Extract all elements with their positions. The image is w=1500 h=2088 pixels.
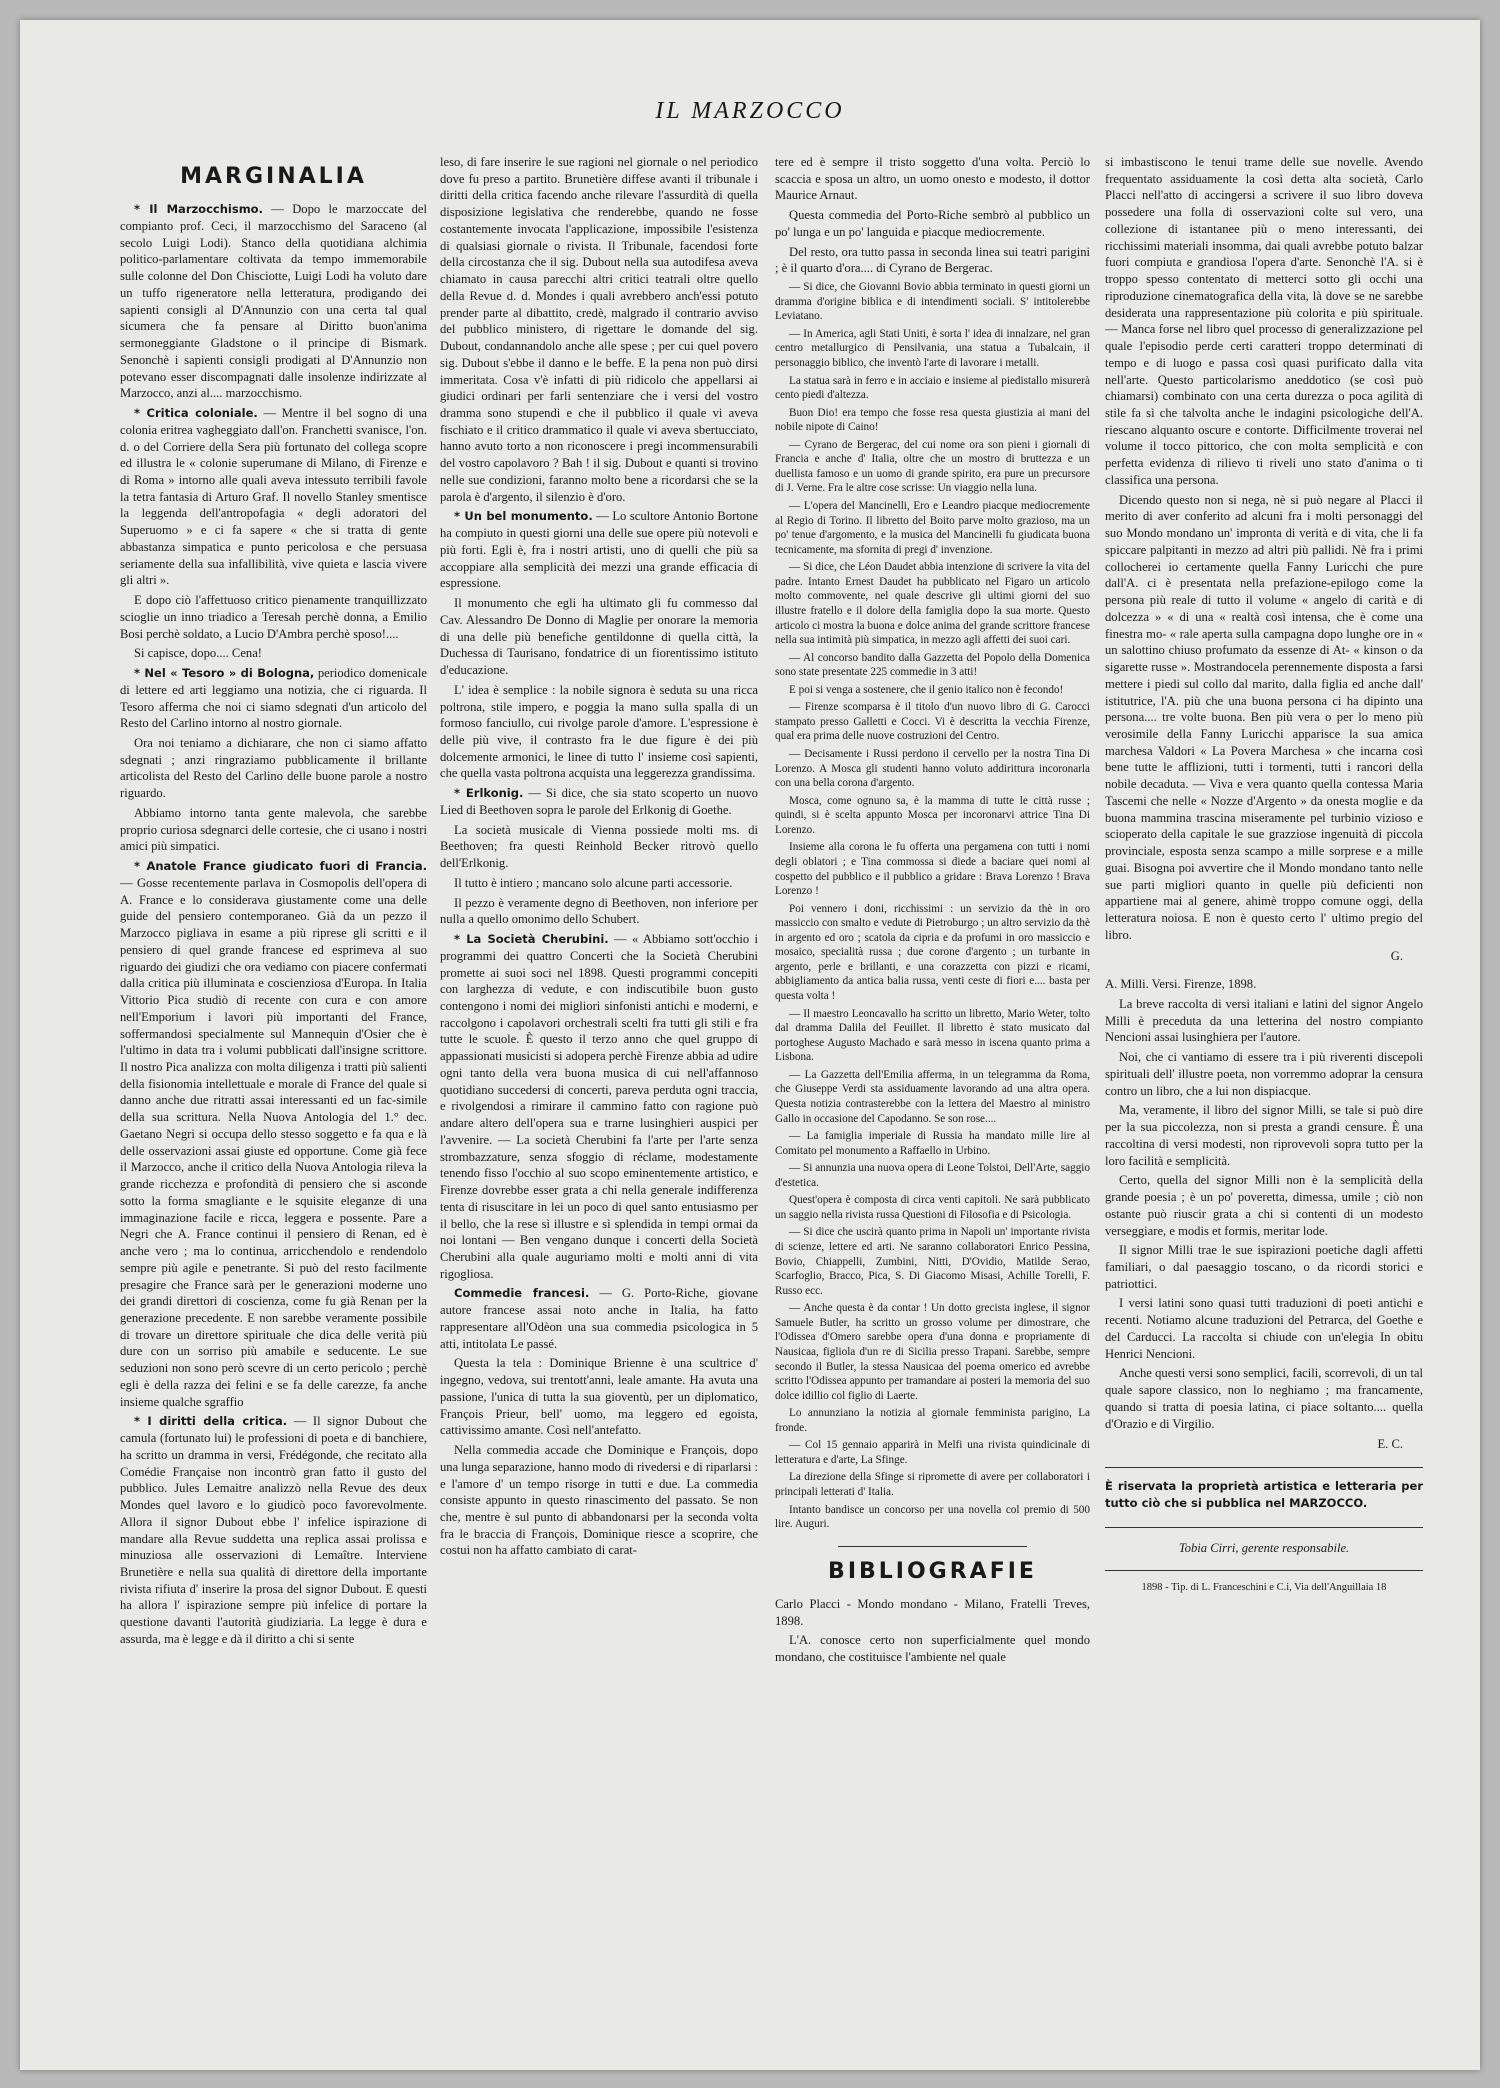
paragraph	[1105, 1102, 1423, 1169]
paragraph	[775, 560, 1090, 647]
paragraph	[775, 327, 1090, 371]
item-text: Questa commedia del Porto-Riche sembrò al pubblico un po' lunga e un po' languida e piacque mediocremente.	[775, 208, 1090, 239]
item-text: — Il signor Dubout che camula (fortunato lui) le professioni di poeta e di banchiere, ha scritto un dramma in versi, Frédégonde, che recitato alla Comédie Française non incontrò gran fatto il gusto del pubblico. Jules Lemaitre analizzò nella Revue des deux Mondes quel lavoro e lo giudicò poco favorevolmente. Allora il signor Dubout ebbe l' infelice ispirazione di mandare alla Revue suddetta una replica assai prolissa e minuziosa alle osservazioni di Lemaître. Interviene Brunetière e nella sua qualità di direttore della importante rivista rifiuta d' inserire la prosa del signor Dubout. E questi ha allora l' ispirazione sempre più infelice di portare la questione davanti l'autorità giudiziaria. La legge è dura e assurda, ma è legge e dà il diritto a chi si sente	[120, 1414, 427, 1646]
paragraph	[1105, 1295, 1423, 1362]
item-text: Questa la tela : Dominique Brienne è una scultrice d' ingegno, vedova, sui trentott'anni, leale amante. Ha avuta una passione, l'unica di tutta la sua gioventù, per un diplomatico, François Prieur, bell' uomo, ma leggero ed egoista, cattivissimo amante. Così nell'antefatto.	[440, 1356, 758, 1438]
item-text: La breve raccolta di versi italiani e latini del signor Angelo Milli è preceduta da una letterina del nostro compianto Nencioni assai lusinghiera per l'autore.	[1105, 996, 1423, 1045]
bibliography-text: L'A. conosce certo non superficialmente quel mondo mondano, che costituisce l'ambiente nel quale	[775, 1633, 1090, 1665]
paragraph	[120, 592, 427, 642]
item-text: E poi si venga a sostenere, che il genio italico non è fecondo!	[789, 683, 1064, 696]
paragraph	[775, 1406, 1090, 1435]
paragraph	[775, 840, 1090, 898]
item-text: Insieme alla corona le fu offerta una pergamena con tutti i nomi degli oblatori ; e Tina commossa si diede a baciare quei nomi al cospetto del pubblico e il pubblico a gridare : Brava Lorenzo ! Brava Lorenzo !	[775, 841, 1090, 898]
item-text: Quest'opera è composta di circa venti capitoli. Ne sarà pubblicato un saggio nella rivista russa Questioni di Filosofia e di Psicologia.	[775, 1194, 1090, 1221]
divider	[1105, 1467, 1423, 1468]
paragraph	[775, 1470, 1090, 1499]
paragraph	[440, 822, 758, 872]
divider	[1105, 1570, 1423, 1571]
item-text: Noi, che ci vantiamo di essere tra i più riverenti discepoli spirituali dell' illustre poeta, non vorremmo adoprar la censura contro un libro, che a lui non dispiacque.	[1105, 1050, 1423, 1098]
item-text: E dopo ciò l'affettuoso critico pienamente tranquillizzato scioglie un inno triadico a Teresah perchè donna, a Emilio Bosi perchè soldato, a Lucio D'Ambra perchè sposo!....	[120, 593, 427, 641]
marginalia-items	[120, 201, 427, 1647]
item-text: — In America, agli Stati Uniti, è sorta l' idea di innalzare, nel gran centro metallurgico di Pensilvania, una statua a Tubalcain, il personaggio biblico, che inventò l'arte di lavorare i metalli.	[775, 327, 1090, 369]
paragraph	[440, 154, 758, 505]
item-text: — Lo scultore Antonio Bortone ha compiuto in questi giorni una delle sue opere più notevoli e più forti. Egli è, fra i nostri artisti, uno di quelli che più sa accoppiare alla semplicità dei mezzi una grande efficacia di espressione.	[440, 509, 758, 591]
item-text: Anche questi versi sono semplici, facili, scorrevoli, di un tal quale sapore classico, non lo neghiamo ; ma francamente, quando si tratta di poesia latina, ci piace soltanto.... quella d'Orazio e di Virgilio.	[1105, 1366, 1423, 1431]
item-text: — Il maestro Leoncavallo ha scritto un libretto, Mario Weter, tolto dal dramma Dalila del Feuillet. Il libretto è stato musicato dal portoghese Augusto Machado e sarà messo in iscena quanto prima a Lisbona.	[775, 1007, 1090, 1064]
item-text: — Al concorso bandito dalla Gazzetta del Popolo della Domenica sono state presentate 225 commedie in 3 atti!	[775, 651, 1090, 679]
paragraph	[120, 405, 427, 589]
bibliography-reference: A. Milli. Versi. Firenze, 1898.	[1105, 977, 1257, 992]
paragraph	[775, 374, 1090, 403]
item-rubric: * Critica coloniale.	[134, 406, 258, 421]
paragraph	[775, 747, 1090, 791]
paragraph	[775, 1129, 1090, 1158]
section-heading-bibliografie: BIBLIOGRAFIE	[828, 1558, 1037, 1584]
item-text: — Si dice, che sia stato scoperto un nuovo Lied di Beethoven sopra le parole del Erlkonig di Goethe.	[440, 786, 758, 817]
review-placci	[1105, 154, 1423, 944]
newspaper-page	[20, 20, 1480, 2070]
paragraph	[775, 438, 1090, 496]
paragraph	[775, 244, 1090, 277]
item-text: — Decisamente i Russi perdono il cervello per la nostra Tina Di Lorenzo. A Mosca gli studenti hanno voluto addirittura incoronarla con una bella corona d'argento.	[775, 748, 1090, 790]
paragraph	[775, 280, 1090, 324]
paragraph	[440, 682, 758, 782]
item-text: Poi vennero i doni, ricchissimi : un servizio da thè in oro massiccio con smalto e vedute di Pietroburgo ; un altro servizio da thè in argento ed oro ; scatola da cipria e da profumi in oro massiccio e mosaico, specialità russa ; due corone d'argento ; un turbante in argento, perle e brillanti, e una corazzetta con pizzi e ricami, abbigliamento da antica balia russa, venti ceste di fiori e.... basta per questa volta !	[775, 902, 1090, 1003]
copyright-notice: È riservata la proprietà artistica e letteraria per tutto ciò che si pubblica nel MARZOCCO.	[1105, 1479, 1423, 1511]
item-text: — Mentre il bel sogno di una colonia eritrea vagheggiato dall'on. Franchetti svanisce, l'on. d. o del Corriere della Sera più fortunato del collega scopre ed illustra le « colonie superumane di Milano, di Firenze e di Roma » intorno alle quali aveva intessuto terribili favole la tetra fantasia di Arturo Graf. Il novello Stanley smentisce la leggenda dell'antropofagia « degli adoratori del Superuomo » e ci fa sapere « che si tratta di gente abbastanza simpatica e punto pericolosa e che persuasa seriamente della sua infallibilità, vive quieta e lascia vivere gli altri ».	[120, 406, 427, 588]
item-text: — Si dice, che Giovanni Bovio abbia terminato in questi giorni un dramma d'origine biblica e di intendimenti sociali. S' intitolerebbe Leviatano.	[775, 281, 1090, 323]
paragraph	[440, 1285, 758, 1352]
paragraph	[120, 858, 427, 1410]
paragraph	[775, 902, 1090, 1004]
item-text: La società musicale di Vienna possiede molti ms. di Beethoven; fra questi Reinhold Becker ritrovò quello dell'Erlkonig.	[440, 822, 758, 871]
paragraph	[775, 1301, 1090, 1403]
paragraph	[1105, 1172, 1423, 1239]
item-text: — Dopo le marzoccate del compianto prof. Ceci, il marzocchismo del Saraceno (al secolo Luigi Lodi). Stanco della quotidiana alchimia politico-parlamentare coltivata da tempo immemorabile sulle colonne del Don Chisciotte, Luigi Lodi ha voluto dare un tuffo rigeneratore nella letteratura, prodigando dei sapienti consigli al D'Annunzio con una certa tal qual sicumera che fa pensare al Diritto buon'anima sermoneggiante Gladstone o il principe di Bismark. Senonchè i sapienti consigli prodigati al D'Annunzio non potevano esser discompagnati dalle insolenze indirizzate al Marzocco, anzi al.... marzocchismo.	[120, 202, 427, 401]
item-rubric: * Anatole France giudicato fuori di Francia.	[134, 859, 427, 874]
paragraph	[775, 1007, 1090, 1065]
paragraph	[775, 1503, 1090, 1532]
responsible-manager: Tobia Cirri, gerente responsabile.	[1178, 1540, 1350, 1555]
paragraph	[120, 645, 427, 662]
item-text: Intanto bandisce un concorso per una novella col premio di 500 lire. Auguri.	[775, 1503, 1090, 1531]
item-rubric: * Erlkonig.	[454, 786, 524, 801]
paragraph	[440, 508, 758, 592]
item-text: — Cyrano de Bergerac, del cui nome ora son pieni i giornali di Francia e anche d' Italia, oltre che un mostro di bruttezza e un duellista famoso e un uomo di grande spirito, era pure un precursore di J. Verne. Fra le altre cose scrisse: Un viaggio nella luna.	[775, 438, 1090, 495]
paragraph	[775, 207, 1090, 240]
item-text: — L'opera del Mancinelli, Ero e Leandro piacque mediocremente al Regio di Torino. Il libretto del Boito parve molto grazioso, ma un po' tenue d'argomento, e la musica del Mancinelli fu giudicata buona tecnicamente, ma sfornita di pregi d' invenzione.	[775, 500, 1090, 556]
item-rubric: * Il Marzocchismo.	[134, 202, 263, 217]
paragraph	[120, 201, 427, 402]
item-text: — « Abbiamo sott'occhio i programmi dei quattro Concerti che la Società Cherubini promette ai suoi soci nel 1898. Questi programmi concepiti con larghezza di vedute, e con indiscutibile buon gusto contengono i nomi dei migliori sinfonisti antichi e moderni, e raccolgono i capolavori orchestrali scelti fra tutti gli stili e fra tutte le scuole. È questo il terzo anno che quel gruppo di appassionati musicisti si adopera perchè Firenze abbia ad udire ogni tanto della vera buona musica di cui nell'affannoso quotidiano succedersi di concerti, pareva perduta ogni traccia, e rivolgendosi a rimirare il cammino fatto con ragione può andare altero dell'opera sua e trarne lusinghieri auspici per l'avvenire. — La società Cherubini fa l'arte per l'arte senza strombazzature, senza sfoggio di réclame, modestamente tenendo fisso l'occhio al suo scopo eminentemente artistico, e Firenze dovrebbe esser grata a chi nella generale indifferenza tenta di risuscitare in lei un poco di quel santo entusiasmo per il bello, che la rese sì illustre e sì splendida in tempi ormai da noi lontani — Ben vengano dunque i concerti della Società Cherubini alla quale auguriamo molti e molti anni di vita rigogliosa.	[440, 932, 758, 1281]
paragraph	[1105, 996, 1423, 1046]
item-text: Mosca, come ognuno sa, è la mamma di tutte le città russe ; quindi, si è scelta appunto Mosca per incoronarvi attrice Tina Di Lorenzo.	[775, 794, 1090, 836]
paragraph	[120, 665, 427, 732]
item-text: Nella commedia accade che Dominique e François, dopo una lunga separazione, hanno modo di rivedersi e di riparlarsi : e l'amore d' un tempo risorge in tutti e due. La commedia consiste appunto in questo rinascimento del passato. Se non che, mentre è sul punto di abbandonarsi per la seconda volta fra le braccia di François, Dominique riesce a scoprire, che costui non ha affatto cambiato di carat-	[440, 1443, 758, 1558]
paragraph	[775, 154, 1090, 204]
paragraph	[120, 805, 427, 855]
paragraph	[440, 875, 758, 892]
masthead: IL MARZOCCO	[655, 98, 845, 124]
paragraph	[775, 1225, 1090, 1298]
item-text: Certo, quella del signor Milli non è la semplicità della grande poesia ; è un po' poveretta, dimessa, umile ; ciò non ostante può riuscir grata a chi si contenti di un modesto verseggiare, e modis et formis, meritar lode.	[1105, 1173, 1423, 1238]
item-text: — Anche questa è da contar ! Un dotto grecista inglese, il signor Samuele Butler, ha scritto un grosso volume per dimostrare, che l'Odissea d'Omero sarebbe opera d'una donna e propriamente di Nausicaa, figliola d'un re di Sicilia presso Trapani. Sarebbe, sempre secondo il Butler, la stessa Nausicaa del poema omerico ed avrebbe scritto l'Odissea appunto per tramandare ai posteri la memoria del suo dolce idillio col figlio di Laerte.	[775, 1302, 1090, 1402]
item-text: si imbastiscono le tenui trame delle sue novelle. Avendo frequentato assiduamente la così detta alta società, Carlo Placci nell'atto di accingersi a scrivere il suo libro doveva possedere una folla di osservazioni colte sul vero, una collezione di istantanee più o meno interessanti, dei ricchissimi materiali insomma, dai quali avrebbe potuto balzar fuori compiuta e grandiosa l'opera d'arte. Senonchè l'A. si è troppo spesso contentato di metterci sotto gli occhi una riproduzione cinematografica della vita, là dove se ne sarebbe desiderata una rappresentazione più colorita e più spirituale. — Manca forse nel libro quel processo di generalizzazione pel quale l'episodio perde certi caratteri troppo determinati di tempo e di luogo e passa così quasi purificato dalla vita nell'arte. Questo particolarismo aneddotico (se così può chiamarsi) combinato con una certa durezza o poca agilità di stile fa sì che talvolta anche le indagini psicologiche dell'A. riescano alquanto oscure e contorte. Difficilmente troverai nel volume il tocco pittorico, che con molta semplicità e con perfetta evidenza di rilievo ti riveli uno stato d'anima o ti classifica una persona.	[1105, 155, 1423, 487]
paragraph	[775, 406, 1090, 435]
item-text: — Col 15 gennaio apparirà in Melfi una rivista quindicinale di letteratura e d'arte, La Sfinge.	[775, 1439, 1090, 1466]
item-text: — La Gazzetta dell'Emilia afferma, in un telegramma da Roma, che Giuseppe Verdi sta assiduamente lavorando ad una altra opera. Questa notizia contrasterebbe con la lettera del Maestro al ministro Gallo in occasione del Capodanno. Se son rose....	[775, 1068, 1090, 1125]
column-2	[440, 154, 758, 1944]
item-text: Il pezzo è veramente degno di Beethoven, non inferiore per nulla a quello omonimo dello Schubert.	[440, 895, 758, 927]
item-rubric: * Nel « Tesoro » di Bologna,	[134, 666, 315, 681]
paragraph	[775, 1161, 1090, 1190]
bibliography-reference: Carlo Placci - Mondo mondano - Milano, Fratelli Treves, 1898.	[775, 1596, 1090, 1628]
item-text: — Si annunzia una nuova opera di Leone Tolstoi, Dell'Arte, saggio d'estetica.	[775, 1162, 1090, 1189]
item-text: Si capisce, dopo.... Cena!	[134, 646, 263, 661]
item-text: L' idea è semplice : la nobile signora è seduta su una ricca poltrona, stile impero, e poggia la mano sulla spalla di un formoso fanciullo, cui rivolge parole d'amore. L'espressione è delle più vive, il contrasto fra le due figure è dei più dolcemente armonici, le linee di tutto l' insieme così sapienti, che quella vasta poltrona acquista una leggerezza grandissima.	[440, 682, 758, 781]
paragraph	[775, 1438, 1090, 1467]
news-items	[775, 154, 1090, 1532]
paragraph	[440, 1355, 758, 1439]
item-rubric: Commedie francesi.	[454, 1286, 590, 1301]
item-text: — Firenze scomparsa è il titolo d'un nuovo libro di G. Carocci stampato presso Galletti e Cocci. Vi è descritta la vecchia Firenze, qual era prima delle nuove costruzioni del Centro.	[775, 701, 1090, 743]
paragraph	[775, 683, 1090, 698]
paragraph	[775, 1193, 1090, 1222]
paragraph	[1105, 154, 1423, 489]
divider	[838, 1546, 1027, 1547]
divider	[1105, 1527, 1423, 1528]
paragraph	[440, 895, 758, 928]
paragraph	[1105, 1365, 1423, 1432]
item-rubric: * Un bel monumento.	[454, 509, 593, 524]
item-text: — Si dice, che Léon Daudet abbia intenzione di scrivere la vita del padre. Intanto Ernest Daudet ha pubblicato nel Figaro un articolo molto commovente, nel quale descrive gli ultimi giorni del suo illustre fratello e il dolore della famiglia dopo la sua morte. Questo articolo ci mostra la buona e dolce anima del grande scrittore francese nella sua intimità più simpatica, in mezzo agli affetti dei suoi cari.	[775, 561, 1090, 647]
item-text: Del resto, ora tutto passa in seconda linea sui teatri parigini ; è il quarto d'ora.... di Cyrano de Bergerac.	[775, 244, 1090, 276]
item-text: Il signor Milli trae le sue ispirazioni poetiche dagli affetti familiari, o dal paesaggio toscano, o da ricordi storici e patriottici.	[1105, 1243, 1423, 1291]
column-2-items	[440, 154, 758, 1559]
paragraph	[440, 1442, 758, 1559]
paragraph	[440, 785, 758, 818]
item-text: Ora noi teniamo a dichiarare, che non ci siamo affatto sdegnati ; anzi ringraziamo pubblicamente il brillante articolista del Resto del Carlino delle buone parole a nostro riguardo.	[120, 736, 427, 801]
item-text: Abbiamo intorno tanta gente malevola, che sarebbe proprio curiosa sdegnarci delle cortesie, che ci usano i nostri amici più simpatici.	[120, 805, 427, 854]
item-text: I versi latini sono quasi tutti traduzioni di poeti antichi e recenti. Notiamo alcune traduzioni del Petrarca, del Goethe e del Carducci. La raccolta si chiude con un'elegia In obitu Henrici Nencioni.	[1105, 1296, 1423, 1361]
item-text: Ma, veramente, il libro del signor Milli, se tale si può dire per la sua piccolezza, non si presta a grandi censure. È una raccoltina di versi modesti, non riprovevoli sopra tutto per la loro facilità e semplicità.	[1105, 1103, 1423, 1168]
paragraph	[775, 1068, 1090, 1126]
column-4	[1105, 154, 1423, 1944]
item-text: — Si dice che uscirà quanto prima in Napoli un' importante rivista di scienze, lettere ed arti. Ne saranno collaboratori Enrico Pessina, Bovio, Chiappelli, Zumbini, Nitti, D'Ovidio, Matilde Serao, Scarfoglio, Bracco, Pica, S. Di Giacomo Misasi, Achille Torelli, F. Russo ecc.	[775, 1226, 1090, 1297]
item-text: leso, di fare inserire le sue ragioni nel giornale o nel periodico dove fu preso a partito. Brunetière diffese avanti il tribunale i diritti della critica facendo anche rilevare l'assurdità di quella disposizione legislativa che renderebbe, quando ne fosse costantemente invocata l'applicazione, impossibile l'esistenza di qualsiasi giornale o rivista. Il Tribunale, facendosi forte della circostanza che il sig. Dubout nella sua autodifesa aveva chiamato in causa parecchi altri critici teatrali oltre quello della Revue d. d. Mondes i quali avrebbero anch'essi potuto prender parte al dibattito, credè, malgrado il contrario avviso del pubblico ministero, di rigettare le domande del sig. Dubout, condannandolo anche alle spese ; per cui quel povero sig. Dubout s'ebbe il danno e le beffe. E la pena non può dirsi immeritata. Cosa v'è infatti di più ridicolo che appellarsi ai giudici ordinari per farli sentenziare che i versi del vostro dramma sono stupendi e che il pubblico il quale vi aveva fischiato e il critico drammatico il quale vi aveva sbertucciato, hanno avuto torto a non riconoscere i pregi incommensurabili del vostro capolavoro ? Bah ! il sig. Dubout e quanti si trovino nelle sue condizioni, faranno molto bene a ricordarsi che se la parola è d'argento, il silenzio è d'oro.	[440, 155, 758, 504]
paragraph	[120, 1413, 427, 1647]
paragraph	[440, 931, 758, 1282]
item-text: — La famiglia imperiale di Russia ha mandato mille lire al Comitato pel monumento a Raffaello in Urbino.	[775, 1130, 1090, 1157]
signature: E. C.	[1377, 1437, 1403, 1452]
paragraph	[775, 651, 1090, 680]
column-1	[120, 162, 427, 1932]
column-3	[775, 154, 1090, 1944]
item-text: Lo annunziano la notizia al giornale femminista parigino, La fronde.	[775, 1407, 1090, 1434]
paragraph	[775, 794, 1090, 838]
printer-line: 1898 - Tip. di L. Franceschini e C.i, Via dell'Anguillaia 18	[1141, 1582, 1387, 1594]
paragraph	[1105, 1242, 1423, 1292]
item-text: Buon Dio! era tempo che fosse resa questa giustizia ai mani del nobile nipote di Caino!	[775, 406, 1090, 434]
paragraph	[1105, 1049, 1423, 1099]
review-milli	[1105, 996, 1423, 1432]
paragraph	[440, 595, 758, 679]
signature: G.	[1390, 948, 1403, 963]
item-text: tere ed è sempre il tristo soggetto d'una volta. Perciò lo scaccia e sposa un altro, un uomo onesto e modesto, il dottor Maurice Arnaut.	[775, 155, 1090, 203]
paragraph	[775, 700, 1090, 744]
item-text: — G. Porto-Riche, giovane autore francese assai noto anche in Italia, ha fatto rappresentare all'Odèon una sua commedia psicologica in 5 atti, intitolata Le passé.	[440, 1286, 758, 1351]
item-text: Dicendo questo non si nega, nè si può negare al Placci il merito di aver conferito ad alcuni fra i molti personaggi del suo Mondo mondano un' impronta di verità e di vita, che li fa spiccare palpitanti in mezzo ad altri più pallidi. Nè fra i primi collocherei io certamente quella Fanny Luricchi che pure dall'A. ci è presentata nella prefazione-epilogo come la persona più reale di tutto il volume « angelo di carità e di dolcezza » « di una « realtà così intensa, che è come una finestra mo- « rale aperta sulla campagna dopo lunghe ore in « un salottino chiuso profumato da essenze di At- « kinson o da sigarette russe ». Mostrandocela perennemente disposta a farsi mettere i piedi sul collo dal marito, dalla figlia ed anche dall' istitutrice, l'A. più che una buona persona ci ha dipinto una persona.... tre volte buona. Ben più vera o per lo meno più verosimile della Fanny Luricchi apparisce la sua amica marchesa Valdori « La Povera Marchesa » che incarna così bene tutte le afflizioni, tutti i tormenti, tutti i rancori della nobile decaduta. — Viva e vera quanto quella contessa Maria Tascemi che nelle « Nozze d'Argento » da onesta moglie e da buona mammina trascina miseramente pel turbinio vizioso e scioperato della capitale le sue grazziose ingenuità di piccola provinciale, esposta senza scampo a mille sorprese e a mille guai. Bisogna poi avvertire che il Mondo mondano tanto nelle sue parti migliori quanto in quelle più deficienti non appartiene mai al genere, ahimè troppo comune oggi, della letteratura noiosa. E non è questo certo l' ultimo pregio del libro.	[1105, 492, 1423, 942]
item-rubric: * I diritti della critica.	[134, 1414, 288, 1429]
item-text: Il tutto è intiero ; mancano solo alcune parti accessorie.	[454, 875, 733, 890]
section-heading-marginalia: MARGINALIA	[180, 164, 367, 189]
item-text: La direzione della Sfinge si ripromette di avere per collaboratori i principali letterati d' Italia.	[775, 1471, 1090, 1499]
item-rubric: * La Società Cherubini.	[454, 932, 609, 947]
paragraph	[775, 499, 1090, 557]
paragraph	[120, 735, 427, 802]
item-text: La statua sarà in ferro e in acciaio e insieme al piedistallo misurerà cento piedi d'altezza.	[775, 374, 1090, 402]
paragraph	[1105, 492, 1423, 944]
item-text: — Gosse recentemente parlava in Cosmopolis dell'opera di A. France e lo considerava giustamente come una delle guide del pensiero contemporaneo. Già da un pezzo il Marzocco pigliava in esame a più riprese gli scritti e il pensiero di quel grande francese ed esprimeva al suo riguardo dei giudizi che ora vediamo con piacere confermati dalla critica più illuminata e coscienziosa d'Europa. In Italia Vittorio Pica studiò di recente con cura e con amore nell'Emporium i lavori più importanti del France, soffermandosi specialmente sul Mannequin d'Osier che è l'ultimo in data tra i volumi pubblicati dall'insigne scrittore. Il nostro Pica analizza con molta diligenza i tratti più salienti della fisionomia intellettuale e morale di France del quale si danno anche due ritratti assai interessanti ed un fac-simile della sua scrittura. Nella Nuova Antologia del 1.° dec. Gaetano Negri si occupa dello stesso soggetto e fa qua e là delle osservazioni assai giuste ed opportune. Come già fece il Marzocco, anche il critico della Nuova Antologia rileva la grande ricchezza e profondità di pensiero che si asconde sotto la forma smagliante e le squisite eleganze di una immaginazione facile e ricca, leggera e possente. Pare a Negri che A. France continui il pensiero di Renan, ed è anche vero ; ma lo continua, arricchendolo e rendendolo sempre più agile e penetrante. Si può del resto facilmente presagire che France sarà per le generazioni moderne uno dei grandi direttori di coscienza, come fu già Renan per la generazione precedente. E non sarebbe veramente possibile di trovare un direttore spirituale che dica delle verità più dure con un sorriso più amabile e seducente. Le sue seduzioni non sono però scevre di un certo pericolo ; perchè egli è della razza dei felini e se fa delle carezze, fa anche insieme qualche sgraffio	[120, 875, 427, 1409]
item-text: periodico domenicale di lettere ed arti leggiamo una notizia, che ci riguarda. Il Tesoro afferma che noi ci siamo sdegnati d'un articolo del Resto del Carlino intorno al nostro giornale.	[120, 666, 427, 731]
item-text: Il monumento che egli ha ultimato gli fu commesso dal Cav. Alessandro De Donno di Maglie per onorare la memoria di una delle più benefiche gentildonne di quella città, la Duchessa di Taurisano, fondatrice di un fiorentissimo istituto d'educazione.	[440, 596, 758, 678]
